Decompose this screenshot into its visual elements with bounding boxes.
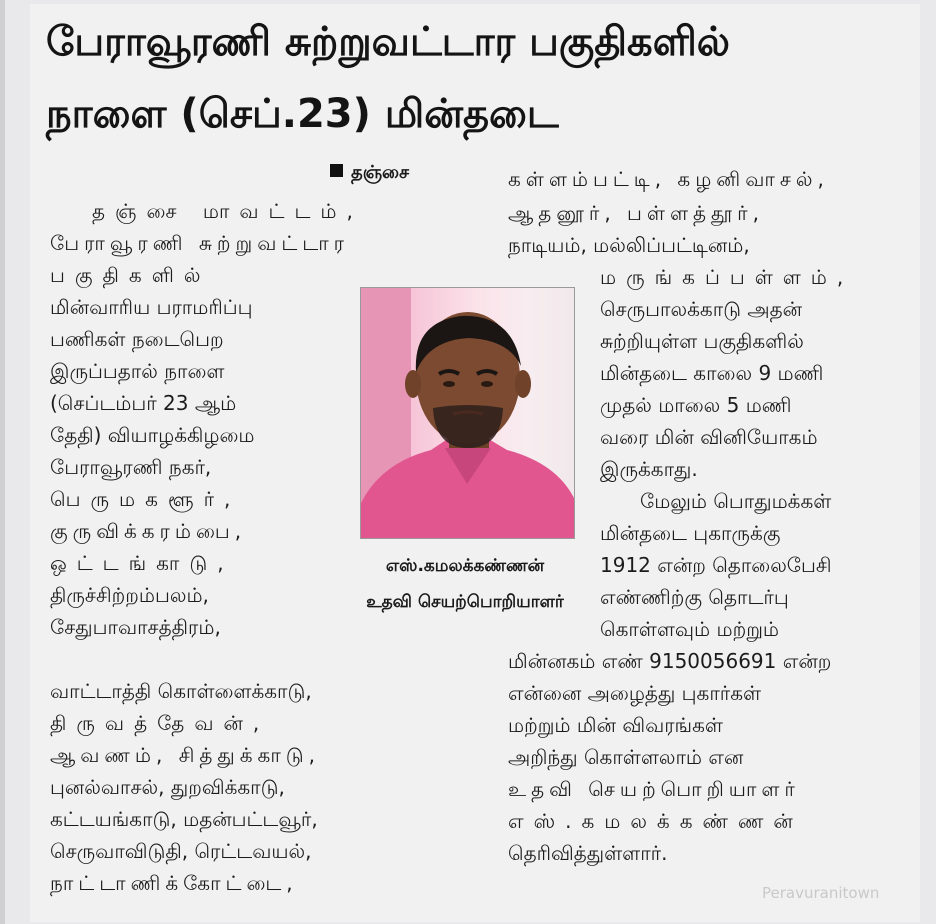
col1-line: கட்டயங்காடு, மதன்பட்டவூர், [50,807,318,831]
col2-line: அறிந்து கொள்ளலாம் என [508,745,744,769]
col1-line: பகுதிகளில் [50,263,211,287]
dateline [330,160,409,186]
col2-line: முதல் மாலை 5 மணி [600,393,792,417]
col2-line: எஸ்.கமலக்கண்ணன் [508,809,803,833]
col2-line: கொள்ளவும் மற்றும் [600,617,780,641]
col1-line: தஞ்சை மாவட்டம், [92,199,363,223]
engineer-portrait-photo [360,287,575,539]
col2-line: இருக்காது. [600,457,698,481]
photo-caption-title: உதவி செயற்பொறியாளர் [366,592,564,612]
col2-line: மின்தடை காலை 9 மணி [600,361,824,385]
watermark-text: Peravuranitown [762,884,880,902]
col2-line: கள்ளம்பட்டி, கழனிவாசல், [508,167,829,191]
page-edge-rule [0,0,5,924]
col2-line: ஆதனூர், பள்ளத்தூர், [508,201,764,225]
col1-line: (செப்டம்பர் 23 ஆம் [50,391,237,415]
col1-line: சேதுபாவாசத்திரம், [50,615,221,639]
portrait-illustration [361,288,574,538]
square-bullet-icon [330,164,343,177]
col1-line: மின்வாரிய பராமரிப்பு [50,295,253,319]
col2-line: மருங்கப்பள்ளம், [600,265,854,289]
col2-line: என்னை அழைத்து புகார்கள் [508,681,762,705]
col2-line: வரை மின் வினியோகம் [600,425,818,449]
headline-line-1: பேராவூரணி சுற்றுவட்டார பகுதிகளில் [46,19,730,65]
col1-line: பேராவூரணி சுற்றுவட்டார [50,231,349,255]
col1-line: தேதி) வியாழக்கிழமை [50,423,255,447]
col1-line: ஆவணம், சித்துக்காடு, [50,743,320,767]
col1-line: வாட்டாத்தி கொள்ளைக்காடு, [50,679,312,703]
col1-line: பெருமகளூர், [50,487,241,511]
col1-line: புனல்வாசல், துறவிக்காடு, [50,775,285,799]
col1-line: திருச்சிற்றம்பலம், [50,583,209,607]
photo-caption-name: எஸ்.கமலக்கண்ணன் [385,556,545,576]
col2-line: உதவி செயற்பொறியாளர் [508,777,800,801]
col2-line: மேலும் பொதுமக்கள் [640,489,832,513]
col2-line: சுற்றியுள்ள பகுதிகளில் [600,329,804,353]
col1-line: பேராவூரணி நகர், [50,455,212,479]
col2-line: நாடியம், மல்லிப்பட்டினம், [508,233,750,257]
col2-line: மின்தடை புகாருக்கு [600,521,781,545]
col1-line: பணிகள் நடைபெற [50,327,224,351]
col2-line: செருபாலக்காடு அதன் [600,297,803,321]
col1-line: இருப்பதால் நாளை [50,359,225,383]
col2-line: தெரிவித்துள்ளார். [508,841,668,865]
col1-line: நாட்டாணிக்கோட்டை, [50,871,298,895]
col2-line: எண்ணிற்கு தொடர்பு [600,585,789,609]
col2-line: மின்னகம் எண் 9150056691 என்ற [508,649,832,673]
col1-line: ஒட்டங்காடு, [50,551,234,575]
col2-line: 1912 என்ற தொலைபேசி [600,553,832,577]
dateline-text: தஞ்சை [351,162,410,183]
col2-line: மற்றும் மின் விவரங்கள் [508,713,723,737]
col1-line: குருவிக்கரம்பை, [50,519,247,543]
col1-line: திருவத்தேவன், [50,711,270,735]
headline-line-2: நாளை (செப்.23) மின்தடை [46,91,559,137]
col1-line: செருவாவிடுதி, ரெட்டவயல், [50,839,312,863]
